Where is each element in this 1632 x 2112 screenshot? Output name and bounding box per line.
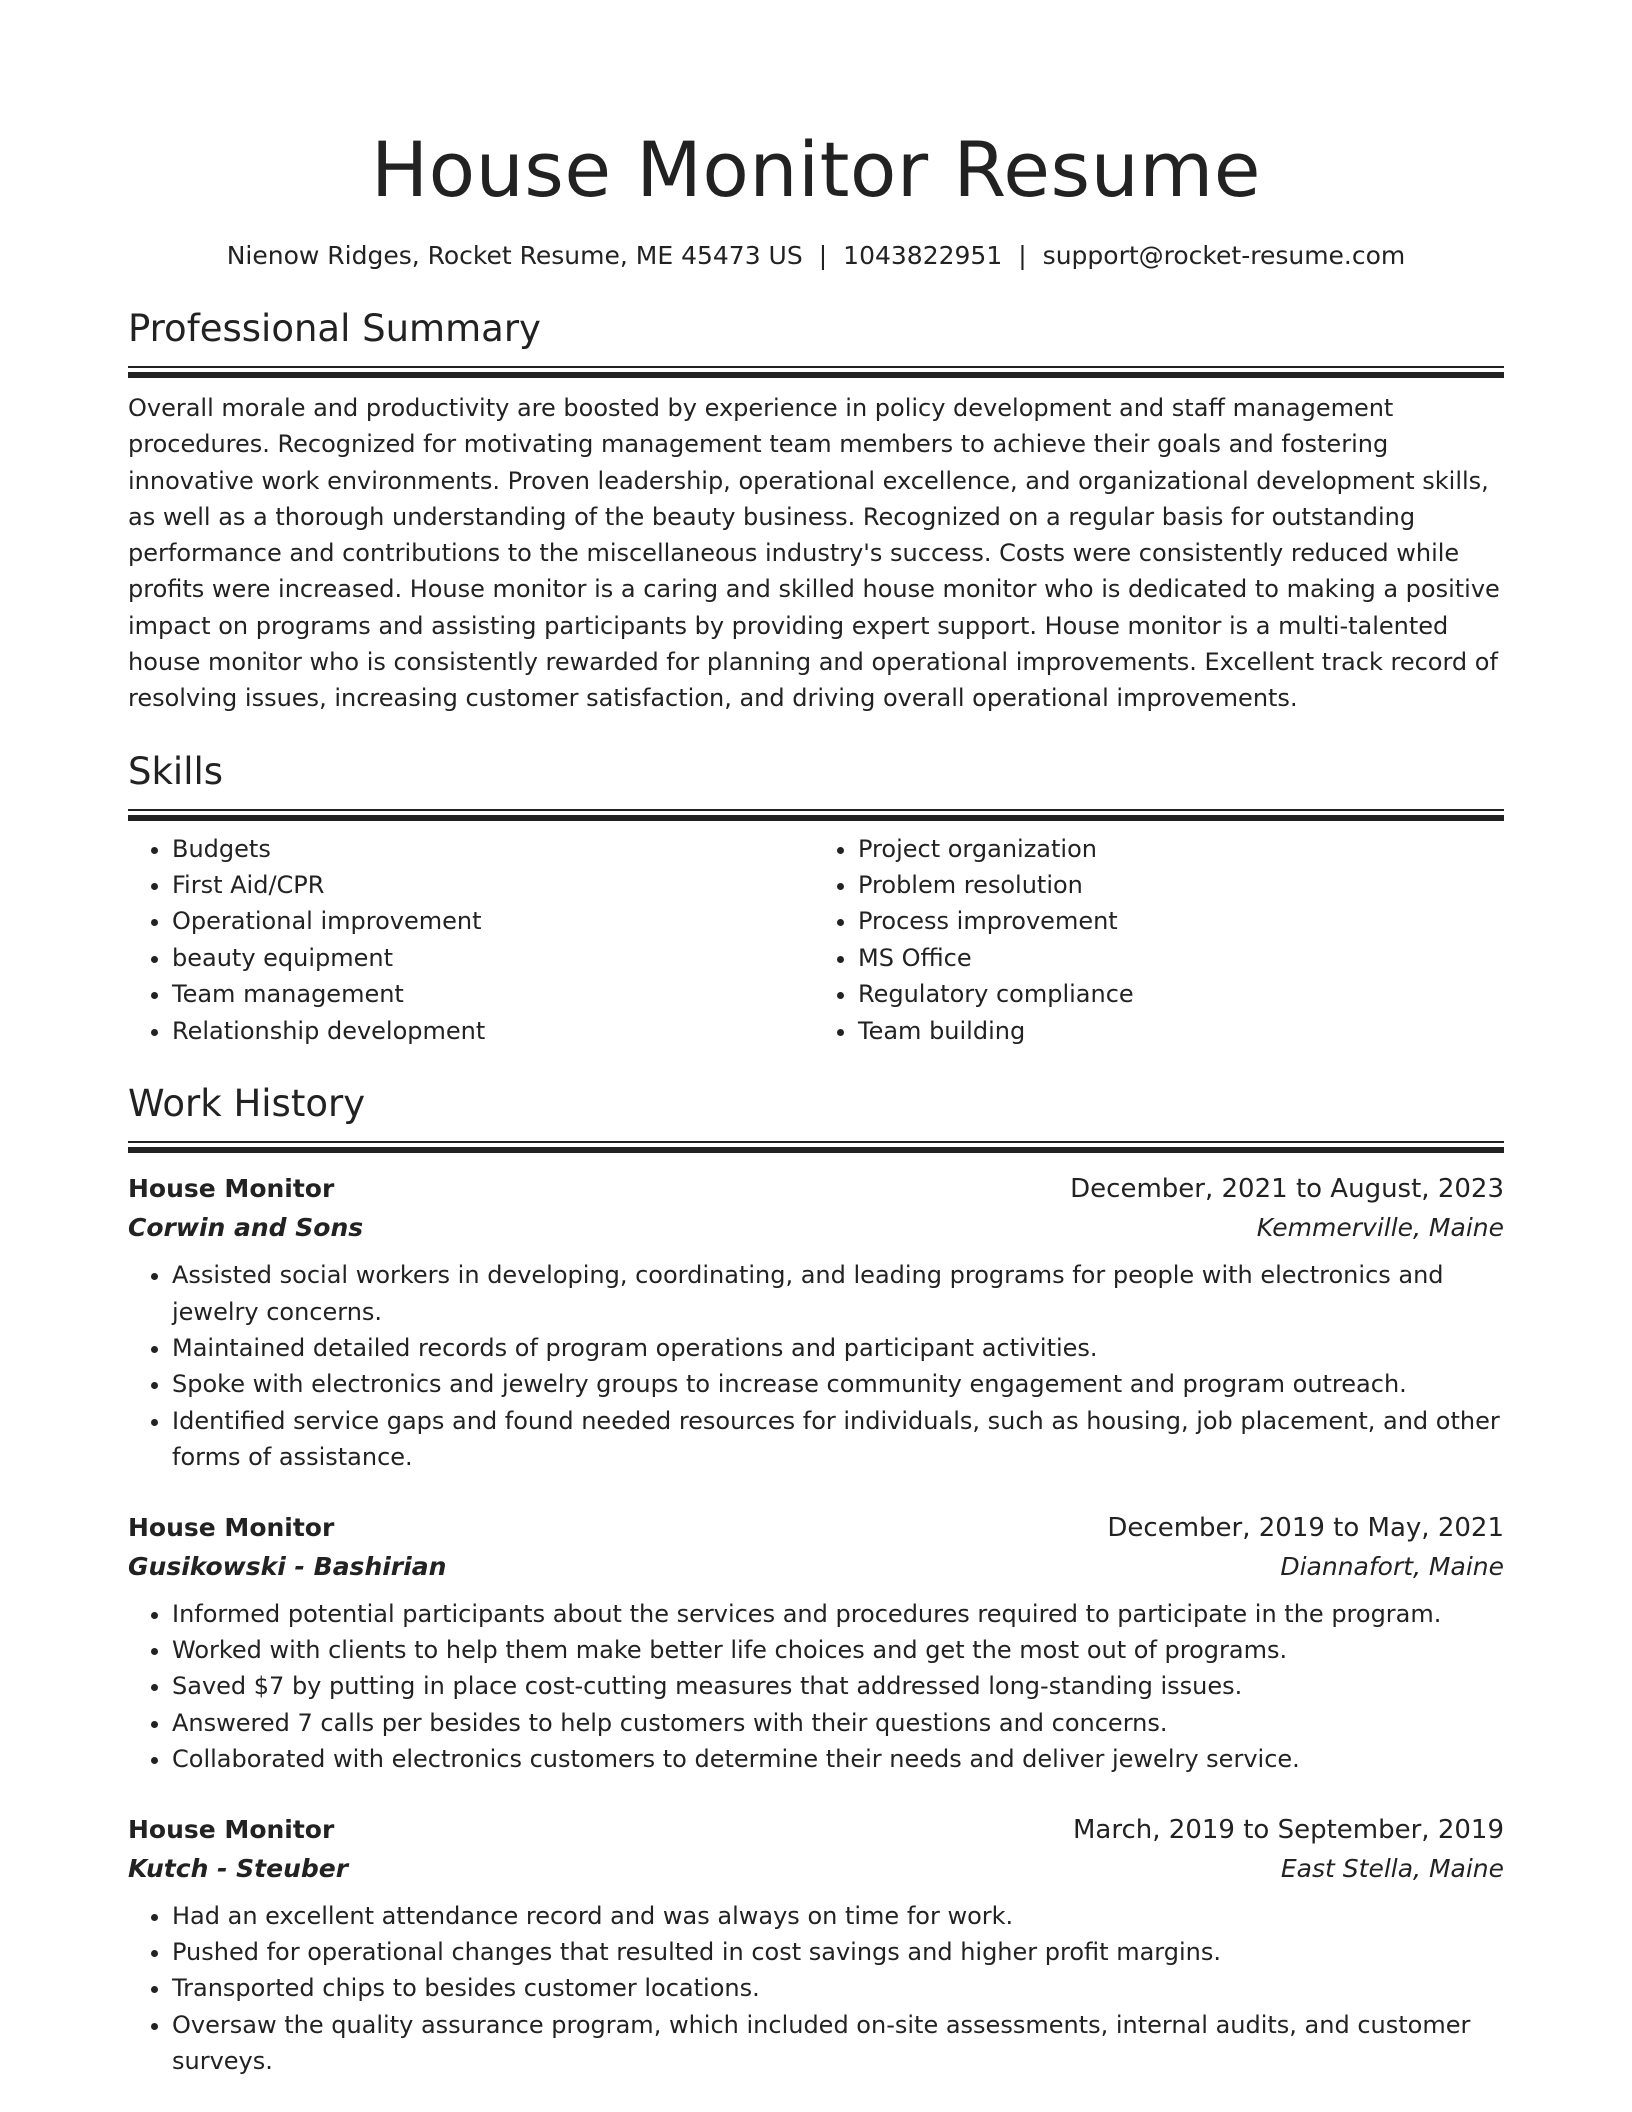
contact-phone: 1043822951 (843, 241, 1003, 270)
work-history-heading: Work History (128, 1082, 366, 1126)
job-dates: March, 2019 to September, 2019 (1073, 1814, 1504, 1845)
section-divider (128, 366, 1504, 378)
job-bullet: • Spoke with electronics and jewelry groups to increase community engagement and program outreach. (172, 1366, 1504, 1402)
summary-text: Overall morale and productivity are boosted by experience in policy development and staff management procedures. Recognized for motivating management team members to achieve their goals and fostering innovative work environments. Proven leadership, operational excellence, and organizational development skills, as well as a thorough understanding of the beauty business. Recognized on a regular basis for outstanding performance and contributions to the miscellaneous industry's success. Costs were consistently reduced while profits were increased. House monitor is a caring and skilled house monitor who is dedicated to making a positive impact on programs and assisting participants by providing expert support. House monitor is a multi-talented house monitor who is consistently rewarded for planning and operational improvements. Excellent track record of resolving issues, increasing customer satisfaction, and driving overall operational improvements. (128, 394, 1500, 713)
skills-columns (128, 831, 1504, 1049)
summary-heading: Professional Summary (128, 307, 541, 350)
job-bullet: • Had an excellent attendance record and was always on time for work. (172, 1898, 1504, 1934)
contact-email[interactable]: support@rocket-resume.com (1042, 241, 1406, 270)
skill-item: • Project organization (858, 831, 1504, 867)
section-divider (128, 809, 1504, 821)
skill-item: • Operational improvement (172, 903, 818, 939)
resume-page (128, 118, 1504, 2080)
job-bullet: • Oversaw the quality assurance program, which included on-site assessments, internal audits, and customer surveys. (172, 2007, 1504, 2080)
skill-item: • Relationship development (172, 1013, 818, 1049)
skill-item: • MS Office (858, 940, 1504, 976)
job-bullets (128, 1257, 1504, 1475)
job-bullets (128, 1596, 1504, 1778)
resume-title: House Monitor Resume (370, 125, 1262, 214)
job-header-row (128, 1169, 1504, 1209)
skill-item: • Team building (858, 1013, 1504, 1049)
job-bullet: • Informed potential participants about the services and procedures required to participate in the program. (172, 1596, 1504, 1632)
skills-section (128, 747, 1504, 1049)
contact-separator: | (818, 241, 828, 270)
job-header-row (128, 1810, 1504, 1850)
job-title: House Monitor (128, 1174, 335, 1204)
job-company: Corwin and Sons (128, 1213, 364, 1243)
skill-item: • Budgets (172, 831, 818, 867)
job-company-row (128, 1850, 1504, 1888)
section-divider (128, 1141, 1504, 1153)
job-bullet: • Answered 7 calls per besides to help customers with their questions and concerns. (172, 1705, 1504, 1741)
job-bullet: • Transported chips to besides customer locations. (172, 1970, 1504, 2006)
job-company: Kutch - Steuber (128, 1853, 349, 1883)
job-header-row (128, 1508, 1504, 1548)
contact-line (128, 238, 1504, 274)
contact-address: Nienow Ridges, Rocket Resume, ME 45473 US (226, 241, 803, 270)
job-title: House Monitor (128, 1512, 335, 1542)
job-bullet: • Identified service gaps and found needed resources for individuals, such as housing, job placement, and other forms of assistance. (172, 1403, 1504, 1476)
summary-section (128, 304, 1504, 717)
contact-separator: | (1018, 241, 1027, 270)
skills-list-left (128, 831, 818, 1049)
job-dates: December, 2021 to August, 2023 (1070, 1174, 1504, 1205)
job-location: East Stella, Maine (1280, 1853, 1504, 1883)
skills-list-right (818, 831, 1504, 1049)
job-company-row (128, 1548, 1504, 1586)
job-location: Kemmerville, Maine (1256, 1213, 1504, 1243)
job-bullet: • Saved $7 by putting in place cost-cutting measures that addressed long-standing issues. (172, 1668, 1504, 1704)
skill-item: • Problem resolution (858, 867, 1504, 903)
skill-item: • First Aid/CPR (172, 867, 818, 903)
job-bullet: • Maintained detailed records of program operations and participant activities. (172, 1330, 1504, 1366)
job-entry (128, 1508, 1504, 1778)
job-dates: December, 2019 to May, 2021 (1107, 1512, 1504, 1543)
job-bullets (128, 1898, 1504, 2080)
job-bullet: • Pushed for operational changes that resulted in cost savings and higher profit margins. (172, 1934, 1504, 1970)
job-company-row (128, 1209, 1504, 1247)
skill-item: • Regulatory compliance (858, 976, 1504, 1012)
skill-item: • Process improvement (858, 903, 1504, 939)
job-company: Gusikowski - Bashirian (128, 1551, 447, 1581)
job-bullet: • Assisted social workers in developing, coordinating, and leading programs for people with electronics and jewelry concerns. (172, 1257, 1504, 1330)
job-entry (128, 1810, 1504, 2080)
job-bullet: • Collaborated with electronics customers to determine their needs and deliver jewelry service. (172, 1741, 1504, 1777)
job-title: House Monitor (128, 1814, 335, 1844)
job-location: Diannafort, Maine (1280, 1551, 1504, 1581)
job-bullet: • Worked with clients to help them make better life choices and get the most out of programs. (172, 1632, 1504, 1668)
job-entry (128, 1169, 1504, 1475)
skill-item: • beauty equipment (172, 940, 818, 976)
skill-item: • Team management (172, 976, 818, 1012)
skills-heading: Skills (128, 749, 224, 793)
work-history-section (128, 1079, 1504, 2080)
